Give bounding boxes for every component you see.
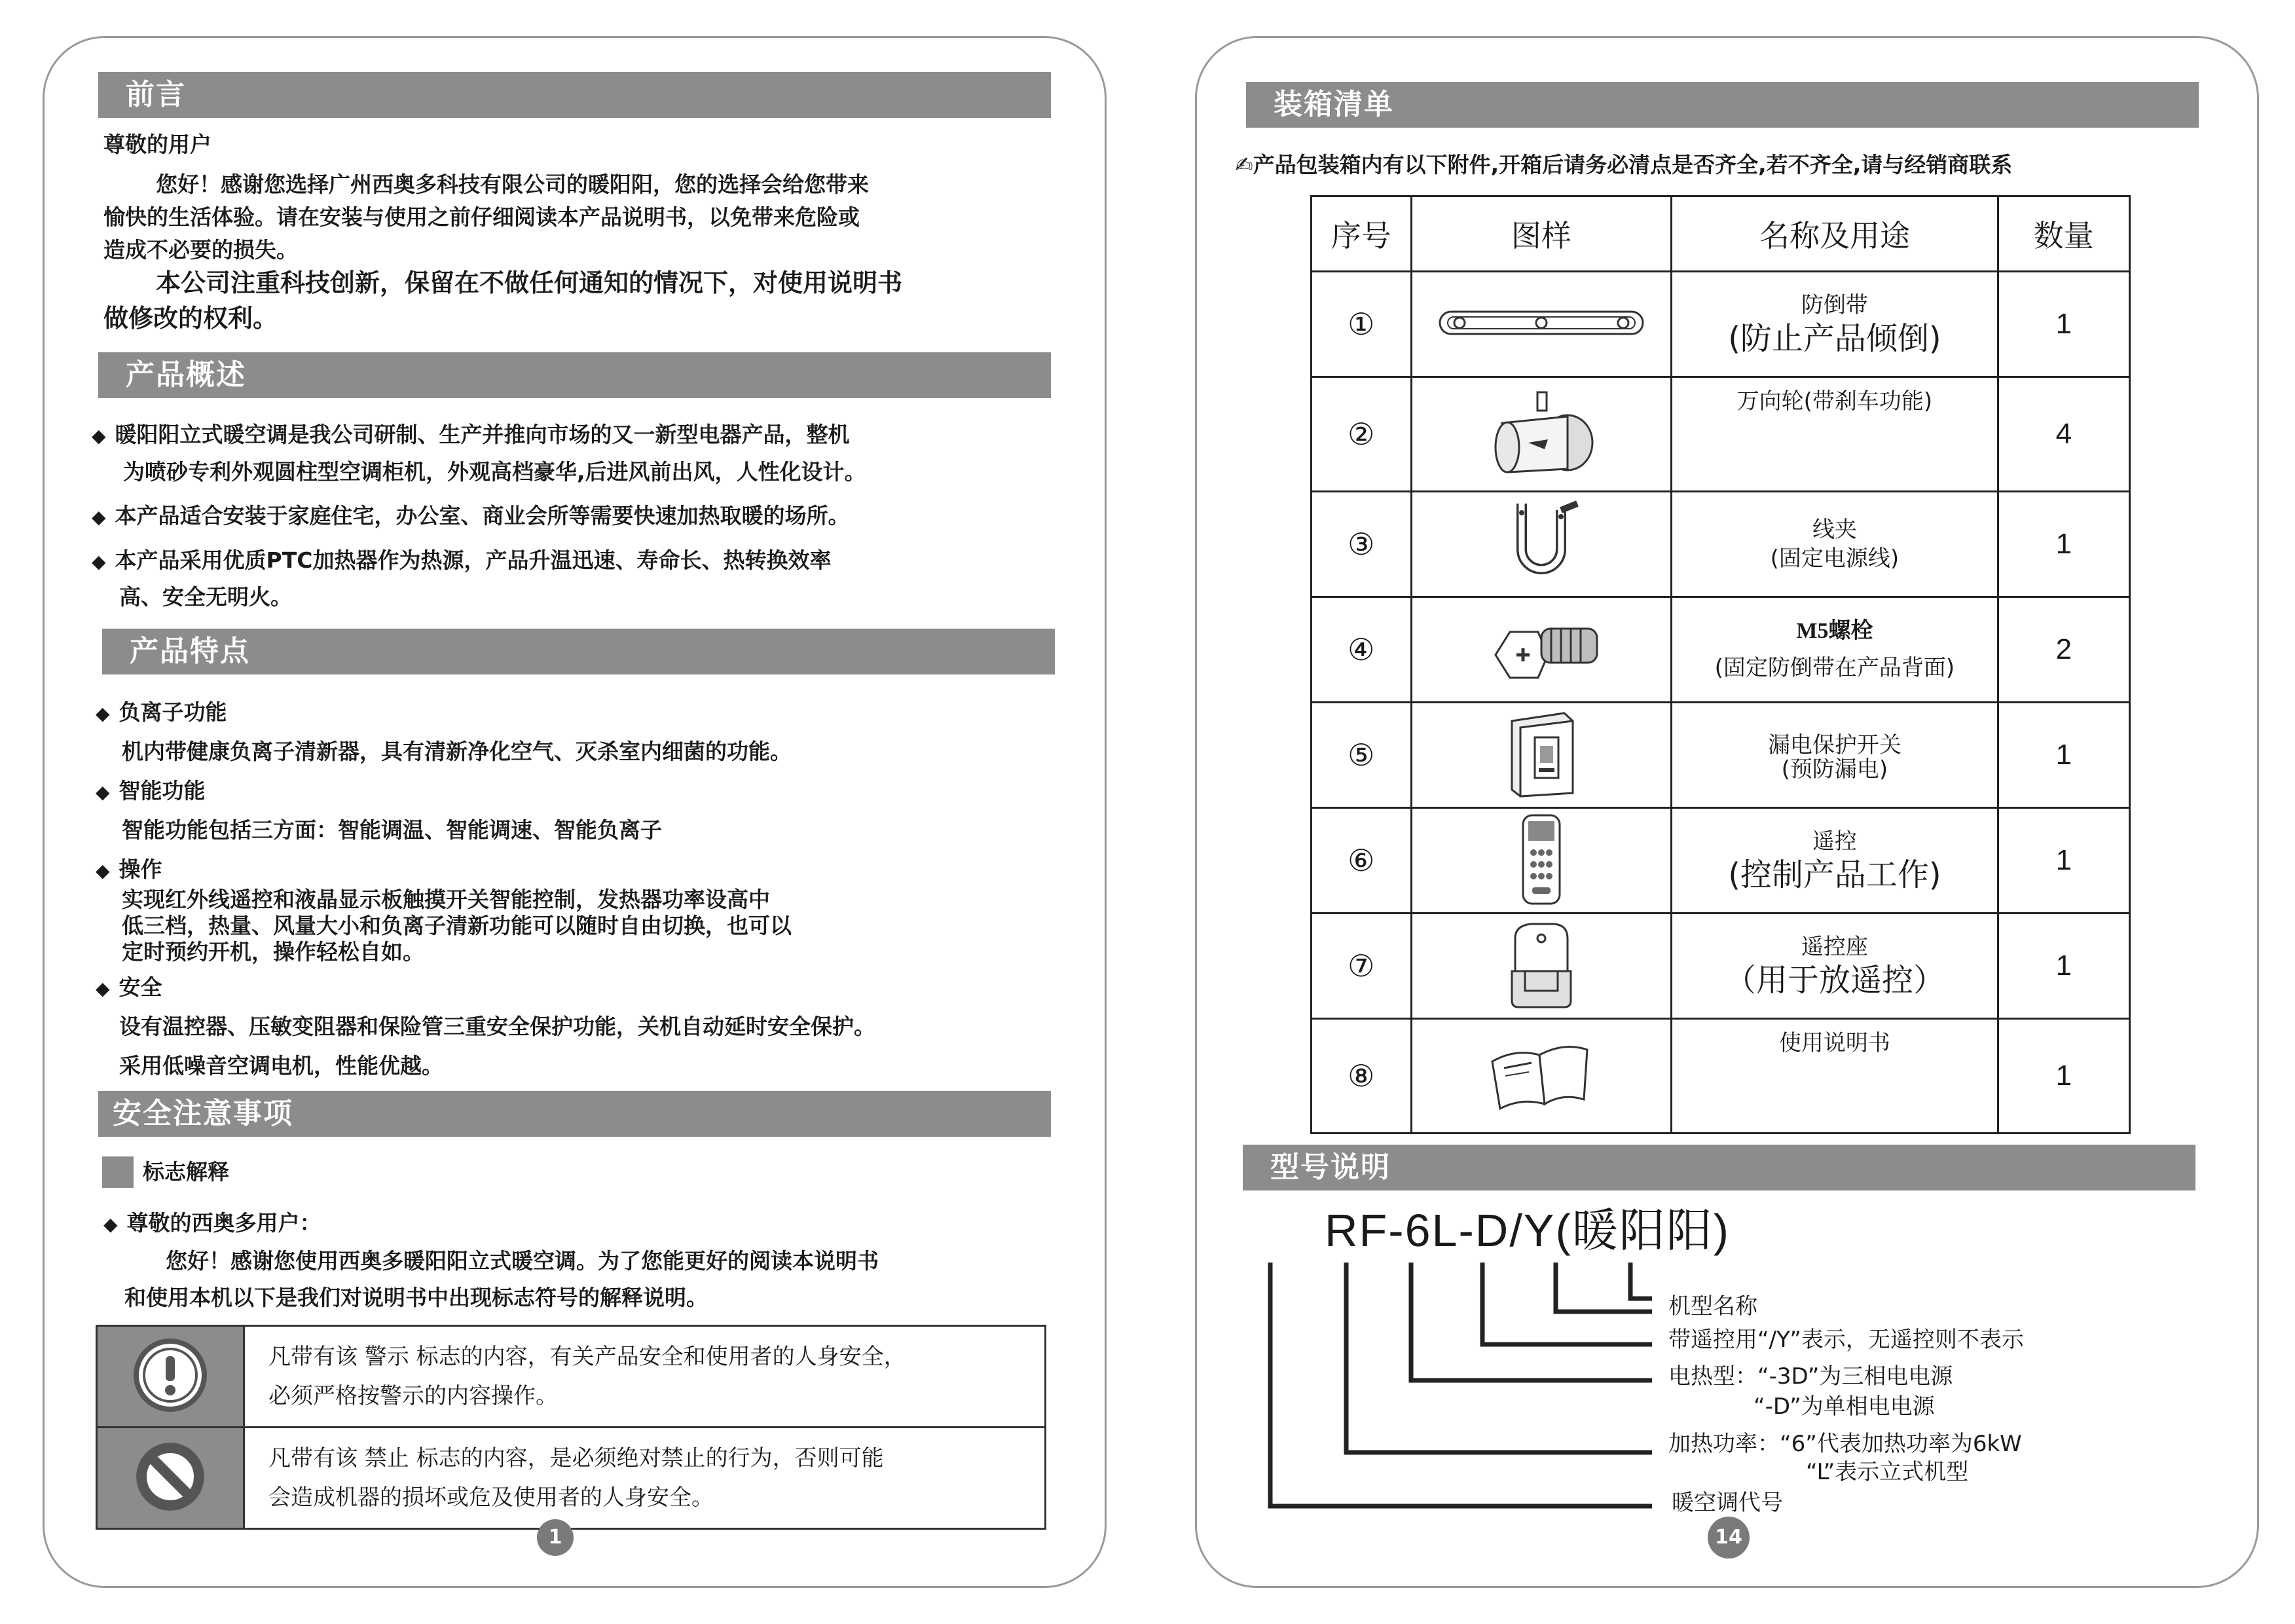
- item-name: 线夹: [1812, 517, 1857, 543]
- item-purpose: (预防漏电): [1781, 756, 1888, 783]
- row-number: ⑤: [1312, 703, 1412, 808]
- row-number: ①: [1312, 272, 1412, 377]
- column-header: 序号: [1312, 196, 1412, 272]
- safety-subtitle: 标志解释: [143, 1159, 229, 1185]
- breakdown-connector-line: [1411, 1263, 1652, 1380]
- table-row: [97, 1428, 1046, 1529]
- breakdown-connector-line: [1482, 1263, 1652, 1344]
- feature-body: 采用低噪音空调电机，性能优越。: [119, 1053, 443, 1079]
- item-name: M5螺栓: [1796, 619, 1873, 643]
- warning-icon: [128, 1333, 213, 1418]
- item-name: 万向轮(带刹车功能): [1736, 388, 1933, 415]
- item-quantity: 2: [1998, 597, 2129, 703]
- breakdown-connector-line: [1270, 1263, 1652, 1506]
- item-purpose: (控制产品工作): [1728, 857, 1941, 893]
- overview-title: 产品概述: [98, 352, 1051, 398]
- legend-power: “L”表示立式机型: [1806, 1459, 1969, 1485]
- feature-head: ◆ 智能功能: [96, 773, 206, 811]
- model-code: RF-6L-D/Y(暖阳阳): [1325, 1205, 1731, 1256]
- overview-item: ◆ 本产品适合安装于家庭住宅，办公室、商业会所等需要快速加热取暖的场所。: [92, 498, 850, 536]
- safety-text: 和使用本机以下是我们对说明书中出现标志符号的解释说明。: [124, 1285, 708, 1310]
- table-row: [97, 1326, 1046, 1428]
- overview-item: ◆ 本产品采用优质PTC加热器作为热源，产品升温迅速、寿命长、热转换效率: [92, 542, 831, 580]
- feature-body: 设有温控器、压敏变阻器和保险管三重安全保护功能，关机自动延时安全保护。: [119, 1014, 875, 1039]
- row-number: ④: [1312, 597, 1412, 703]
- warning-text: 凡带有该 警示 标志的内容，有关产品安全和使用者的人身安全，: [268, 1344, 906, 1370]
- section-square-icon: [102, 1156, 134, 1188]
- item-name: 防倒带: [1801, 292, 1868, 318]
- feature-head: ◆ 安全: [96, 969, 162, 1007]
- warning-text: 必须严格按警示的内容操作。: [268, 1383, 558, 1409]
- item-quantity: 1: [1998, 808, 2129, 913]
- legend-heat-type: “-D”为单相电电源: [1753, 1393, 1935, 1420]
- preface-title: 前言: [98, 72, 1051, 118]
- column-header: 数量: [1998, 196, 2129, 272]
- item-purpose: （用于放遥控）: [1724, 962, 1945, 999]
- column-header: 图样: [1411, 196, 1672, 272]
- feature-head: ◆ 负离子功能: [96, 694, 227, 732]
- feature-body: 低三档，热量、风量大小和负离子清新功能可以随时自由切换，也可以: [122, 913, 792, 938]
- item-purpose: (防止产品倾倒): [1728, 320, 1941, 357]
- row-number: ⑥: [1312, 808, 1412, 913]
- safety-text: 您好！感谢您使用西奥多暖阳阳立式暖空调。为了您能更好的阅读本说明书: [166, 1248, 879, 1274]
- overview-item: 高、安全无明火。: [119, 584, 292, 610]
- item-name: 遥控座: [1801, 934, 1868, 960]
- sign-explanation-table: [96, 1325, 1046, 1530]
- row-number: ③: [1312, 492, 1412, 597]
- item-purpose: (固定防倒带在产品背面): [1714, 655, 1955, 681]
- preface-text: 做修改的权利。: [103, 304, 278, 333]
- prohibited-icon: [128, 1434, 213, 1519]
- model-breakdown-lines: [1197, 38, 2258, 1590]
- feature-body: 智能功能包括三方面：智能调温、智能调速、智能负离子: [122, 817, 662, 843]
- safety-greeting: ◆ 尊敬的西奥多用户：: [103, 1205, 321, 1243]
- item-name: 遥控: [1812, 828, 1857, 855]
- row-number: ⑦: [1312, 913, 1412, 1019]
- breakdown-connector-line: [1556, 1263, 1652, 1312]
- feature-body: 定时预约开机，操作轻松自如。: [122, 939, 424, 965]
- row-number: ⑧: [1312, 1019, 1412, 1134]
- item-quantity: 4: [1998, 377, 2129, 492]
- item-quantity: 1: [1998, 1019, 2129, 1134]
- item-name: 使用说明书: [1778, 1030, 1890, 1056]
- item-quantity: 1: [1998, 492, 2129, 597]
- left-page: [43, 36, 1107, 1588]
- page-number: 14: [1708, 1517, 1750, 1559]
- preface-text: 本公司注重科技创新，保留在不做任何通知的情况下，对使用说明书: [156, 268, 903, 297]
- right-page: [1195, 36, 2259, 1588]
- prohibited-text: 会造成机器的损坏或危及使用者的人身安全。: [268, 1485, 714, 1511]
- model-title: 型号说明: [1243, 1145, 2195, 1190]
- item-quantity: 1: [1998, 703, 2129, 808]
- row-number: ②: [1312, 377, 1412, 492]
- feature-head: ◆ 操作: [96, 851, 162, 889]
- legend-remote: 带遥控用“/Y”表示，无遥控则不表示: [1668, 1327, 2024, 1353]
- item-purpose: (固定电源线): [1770, 545, 1900, 572]
- page-number: 1: [537, 1519, 574, 1556]
- item-name: 漏电保护开关: [1767, 732, 1901, 758]
- preface-greeting: 尊敬的用户: [103, 132, 211, 157]
- packing-title: 装箱清单: [1246, 82, 2199, 128]
- breakdown-connector-line: [1630, 1263, 1652, 1299]
- feature-body: 机内带健康负离子清新器，具有清新净化空气、灭杀室内细菌的功能。: [122, 739, 792, 764]
- preface-text: 您好！感谢您选择广州西奥多科技有限公司的暖阳阳，您的选择会给您带来: [156, 172, 869, 197]
- prohibited-text: 凡带有该 禁止 标志的内容，是必须绝对禁止的行为，否则可能: [268, 1445, 884, 1471]
- overview-item: ◆ 暖阳阳立式暖空调是我公司研制、生产并推向市场的又一新型电器产品，整机: [92, 416, 850, 454]
- preface-text: 愉快的生活体验。请在安装与使用之前仔细阅读本产品说明书，以免带来危险或: [103, 204, 860, 230]
- legend-model-name: 机型名称: [1668, 1293, 1757, 1320]
- overview-item: 为喷砂专利外观圆柱型空调柜机，外观高档豪华,后进风前出风，人性化设计。: [123, 459, 866, 485]
- preface-text: 造成不必要的损失。: [103, 237, 298, 263]
- item-quantity: 1: [1998, 272, 2129, 377]
- features-title: 产品特点: [102, 629, 1055, 674]
- legend-heat-type: 电热型：“-3D”为三相电电源: [1668, 1363, 1953, 1390]
- safety-title: 安全注意事项: [98, 1091, 1051, 1137]
- column-header: 名称及用途: [1672, 196, 1998, 272]
- breakdown-connector-line: [1346, 1263, 1652, 1452]
- packing-note: ✍产品包装箱内有以下附件,开箱后请务必清点是否齐全,若不齐全,请与经销商联系: [1235, 152, 2013, 177]
- item-quantity: 1: [1998, 913, 2129, 1019]
- legend-power: 加热功率：“6”代表加热功率为6kW: [1668, 1431, 2022, 1457]
- legend-product-code: 暖空调代号: [1672, 1490, 1783, 1516]
- feature-body: 实现红外线遥控和液晶显示板触摸开关智能控制，发热器功率设高中: [122, 887, 770, 912]
